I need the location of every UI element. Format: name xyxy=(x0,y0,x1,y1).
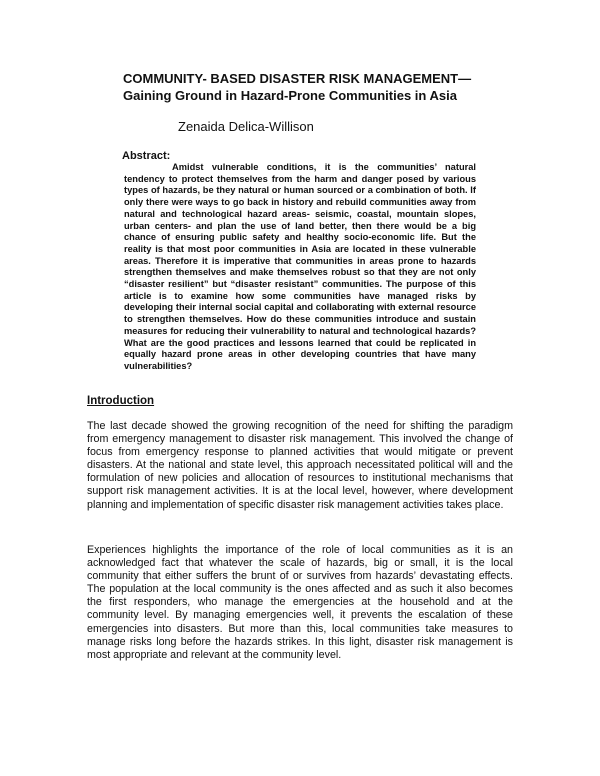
introduction-heading: Introduction xyxy=(87,395,155,407)
introduction-paragraph-2: Experiences highlights the importance of the role of local communities as it is an acknowledged fact that whatever the scale of hazards, big or small, it is the local community that either suffers the brunt of or survives from hazards’ devastating effects. The population at the local community is the ones affected and as such it also becomes the first responders, who manage the emergencies at the household and at the community level. By managing emergencies well, it prevents the escalation of these emergencies into disasters. But more than this, local communities take measures to manage risks long before the hazards strikes. In this light, disaster risk management is most appropriate and relevant at the community level. xyxy=(87,544,513,661)
title-line-1: COMMUNITY- BASED DISASTER RISK MANAGEMENT— xyxy=(123,71,472,86)
abstract-heading: Abstract: xyxy=(122,150,171,162)
author-name: Zenaida Delica-Willison xyxy=(178,119,314,134)
paper-title xyxy=(123,70,543,104)
introduction-paragraph-1: The last decade showed the growing recognition of the need for shifting the paradigm from emergency management to disaster risk management. This involved the change of focus from emergency response to planned activities that would mitigate or prevent disasters. At the national and state level, this approach necessitated political will and the formulation of new policies and allocation of resources to institutional mechanisms that support risk management activities. It is at the local level, however, where development planning and implementation of specific disaster risk management activities takes place. xyxy=(87,420,513,511)
title-line-2: Gaining Ground in Hazard-Prone Communities in Asia xyxy=(123,88,457,103)
abstract-body: Amidst vulnerable conditions, it is the communities’ natural tendency to protect themselves from the harm and danger posed by various types of hazards, be they natural or human sourced or a combination of both. If only there were ways to go back in history and rebuild communities away from natural and technological hazard areas- seismic, coastal, mountain slopes, urban centers- and plan the use of land better, then there would be a big chance of ensuring public safety and healthy socio-economic life. But the reality is that most poor communities in Asia are located in these vulnerable areas. Therefore it is imperative that communities in areas prone to hazards strengthen themselves and make themselves robust so that they are not only “disaster resilient” but “disaster resistant” communities. The purpose of this article is to examine how some communities have managed risks by developing their internal social capital and collaborating with external resource to strengthen themselves. How do these communities introduce and sustain measures for reducing their vulnerability to natural and technological hazards? What are the good practices and lessons learned that could be replicated in equally hazard prone areas in other developing countries that have many vulnerabilities? xyxy=(124,162,476,371)
